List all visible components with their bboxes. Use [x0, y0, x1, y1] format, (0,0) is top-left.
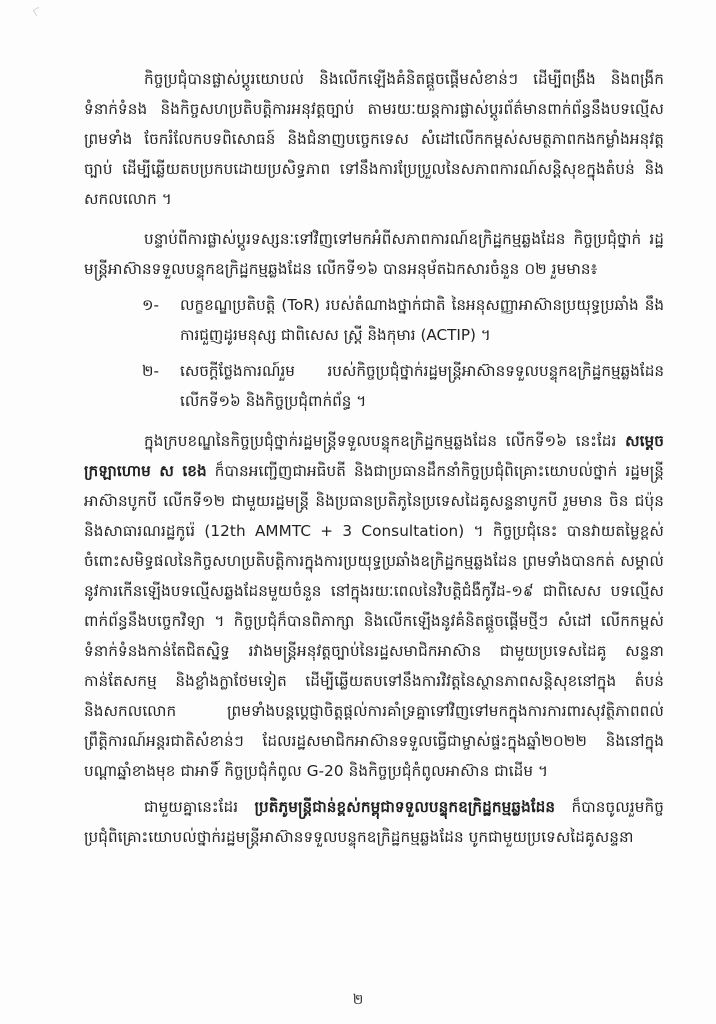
list-item-number: ១- — [142, 296, 159, 314]
document-body — [84, 64, 664, 852]
scan-mark — [33, 7, 43, 17]
paragraph-4 — [84, 792, 664, 852]
list-item — [142, 290, 664, 350]
list-item-text: លក្ខខណ្ឌប្រតិបត្តិ (ToR) របស់តំណាងថ្នាក់ជាតិ នៃអនុសញ្ញាអាស៊ានប្រយុទ្ធប្រឆាំង នឹងការជួញដូរមនុស្ស ជាពិសេស ស្ត្រី និងកុមារ (ACTIP) ។ — [180, 296, 664, 344]
list-item — [142, 356, 664, 416]
paragraph-4-bold-title: ប្រតិភូមន្ត្រីជាន់ខ្ពស់កម្ពុជាទទួលបន្ទុកឧក្រិដ្ឋកម្មឆ្លងដែន — [254, 798, 556, 816]
paragraph-2: បន្ទាប់ពីការផ្លាស់ប្តូរទស្សនៈទៅវិញទៅមកអំពីសភាពការណ៍ឧក្រិដ្ឋកម្មឆ្លងដែន កិច្ចប្រជុំថ្នាក់ រដ្ឋមន្ត្រីអាស៊ានទទួលបន្ទុកឧក្រិដ្ឋកម្មឆ្លងដែន លើកទី១៦ បានអនុម័តឯកសារចំនួន ០២ រួមមាន៖ — [84, 230, 664, 278]
paragraph-3 — [84, 426, 664, 786]
paragraph-3-body: ក៏បានអញ្ជើញជាអធិបតី និងជាប្រធានដឹកនាំកិច្ចប្រជុំពិគ្រោះយោបល់ថ្នាក់ រដ្ឋមន្ត្រីអាស៊ានបូកបី លើកទី១២ ជាមួយរដ្ឋមន្ត្រី និងប្រធានប្រតិភូនៃប្រទេសដៃគូសន្ទនាបូកបី រួមមាន ចិន ជប៉ុន និងសាធារណរដ្ឋកូរ៉េ (12th AMMTC + 3 Consultation) ។ កិច្ចប្រជុំនេះ បានវាយតម្លៃខ្ពស់ ចំពោះសមិទ្ធផលនៃកិច្ចសហប្រតិបត្តិការក្នុងការប្រយុទ្ធប្រឆាំងឧក្រិដ្ឋកម្មឆ្លងដែន ព្រមទាំងបានកត់ សម្គាល់នូវការកើនឡើងបទល្មើសឆ្លងដែនមួយចំនួន នៅក្នុងរយៈពេលនៃវិបត្តិជំងឺកូវីដ-១៩ ជាពិសេស បទល្មើសពាក់ព័ន្ធនឹងបច្ចេកវិទ្យា ។ កិច្ចប្រជុំក៏បានពិភាក្សា និងលើកឡើងនូវគំនិតផ្តួចផ្តើមថ្មីៗ សំដៅ លើកកម្ពស់ទំនាក់ទំនងកាន់តែជិតស្និទ្ធ រវាងមន្ត្រីអនុវត្តច្បាប់នៃរដ្ឋសមាជិកអាស៊ាន ជាមួយប្រទេសដៃគូ សន្ទនា កាន់តែសកម្ម និងខ្លាំងក្លាថែមទៀត ដើម្បីឆ្លើយតបទៅនឹងការវិវត្តនៃស្ថានភាពសន្តិសុខនៅក្នុង តំបន់ និងសកលលោក ព្រមទាំងបន្តប្តេជ្ញាចិត្តផ្តល់ការគាំទ្រគ្នាទៅវិញទៅមកក្នុងការការពារសុវត្ថិភាពពល់ ព្រឹត្តិការណ៍អន្តរជាតិសំខាន់ៗ ដែលរដ្ឋសមាជិកអាស៊ានទទួលធ្វើជាម្ចាស់ផ្ទះក្នុងឆ្នាំ២០២២ និងនៅក្នុង បណ្តាឆ្នាំខាងមុខ ជាអាទិ៍ កិច្ចប្រជុំកំពូល G-20 និងកិច្ចប្រជុំកំពូលអាស៊ាន ជាដើម ។ — [84, 462, 665, 780]
paragraph-1: កិច្ចប្រជុំបានផ្លាស់ប្តូរយោបល់ និងលើកឡើងគំនិតផ្តួចផ្តើមសំខាន់ៗ ដើម្បីពង្រឹង និងពង្រីក ទំនាក់ទំនង និងកិច្ចសហប្រតិបត្តិការអនុវត្តច្បាប់ តាមរយៈយន្តការផ្លាស់ប្តូរព័ត៌មានពាក់ព័ន្ធនឹងបទល្មើស ព្រមទាំង ចែករំលែកបទពិសោធន៍ និងជំនាញបច្ចេកទេស សំដៅលើកកម្ពស់សមត្ថភាពកងកម្លាំងអនុវត្តច្បាប់ ដើម្បីឆ្លើយតបប្រកបដោយប្រសិទ្ធភាព ទៅនឹងការប្រែប្រួលនៃសភាពការណ៍សន្តិសុខក្នុងតំបន់ និង សកលលោក ។ — [84, 70, 664, 208]
paragraph-4-lead: ជាមួយគ្នានេះដែរ — [144, 798, 255, 816]
paragraph-3-lead: ក្នុងក្របខណ្ឌនៃកិច្ចប្រជុំថ្នាក់រដ្ឋមន្ត្រីទទួលបន្ទុកឧក្រិដ្ឋកម្មឆ្លងដែន លើកទី១៦ នេះដែរ — [144, 432, 626, 450]
page-number: ២ — [352, 992, 364, 1008]
list-item-text: សេចក្តីថ្លែងការណ៍រួម របស់កិច្ចប្រជុំថ្នាក់រដ្ឋមន្ត្រីអាស៊ានទទួលបន្ទុកឧក្រិដ្ឋកម្មឆ្លងដែន លើកទី១៦ និងកិច្ចប្រជុំពាក់ព័ន្ធ ។ — [180, 362, 664, 410]
paragraph-3-bold-name: សម្តេចក្រឡាហោម ស ខេង — [84, 432, 664, 480]
paragraph-4-body: ក៏បានចូលរួមកិច្ច ប្រជុំពិគ្រោះយោបល់ថ្នាក់រដ្ឋមន្ត្រីអាស៊ានទទួលបន្ទុកឧក្រិដ្ឋកម្មឆ្លងដែន បូកជាមួយប្រទេសដៃគូសន្ទនា — [84, 798, 664, 846]
list-item-number: ២- — [142, 362, 159, 380]
